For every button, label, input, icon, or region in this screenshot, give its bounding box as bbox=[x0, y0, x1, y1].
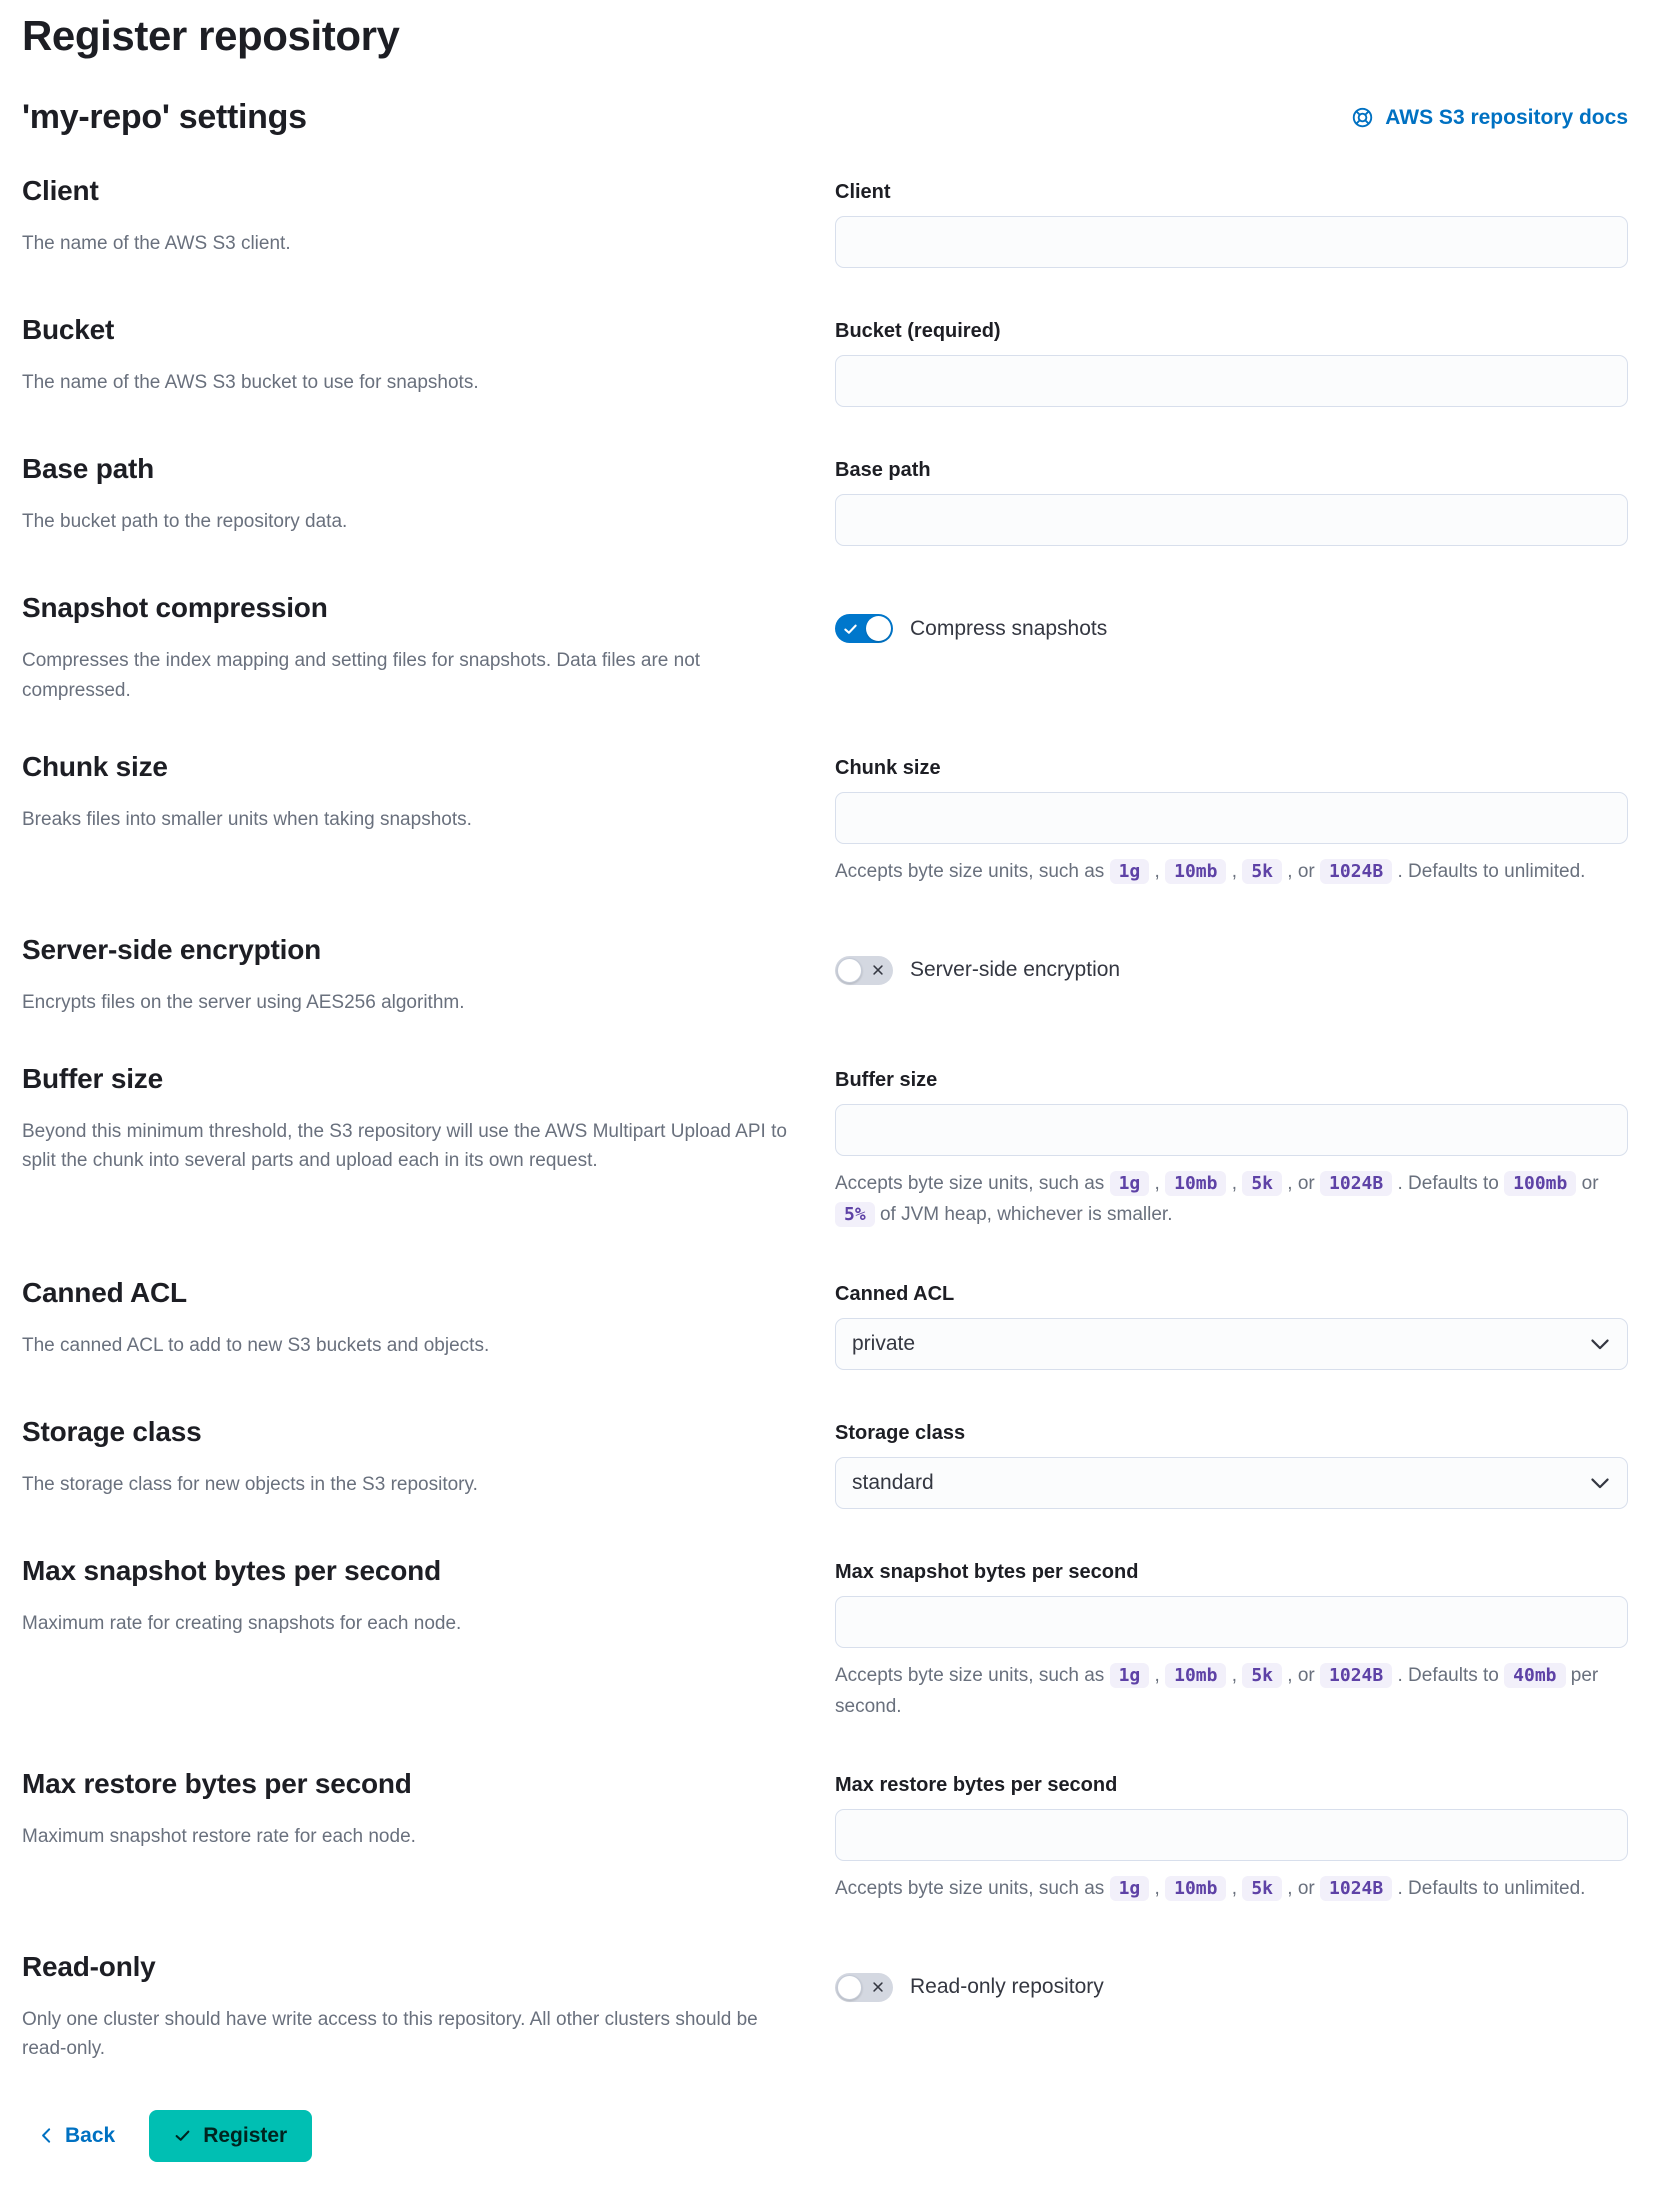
bucket-input[interactable] bbox=[835, 355, 1628, 407]
chevron-down-icon bbox=[1589, 1333, 1611, 1355]
base-path-field-label: Base path bbox=[835, 459, 931, 482]
max-restore-field-label: Max restore bytes per second bbox=[835, 1774, 1118, 1797]
chunk-size-help-text: Accepts byte size units, such as 1g , 10mb , 5k , or 1024B . Defaults to unlimited. bbox=[835, 861, 1586, 883]
max-restore-help-text: Accepts byte size units, such as 1g , 10mb , 5k , or 1024B . Defaults to unlimited. bbox=[835, 1878, 1586, 1900]
form-group-compression bbox=[22, 592, 1628, 705]
form-group-canned-acl bbox=[22, 1277, 1628, 1370]
form-group-storage-class bbox=[22, 1416, 1628, 1509]
read-only-label: Read-only repository bbox=[910, 1975, 1104, 1999]
bucket-field-label: Bucket (required) bbox=[835, 320, 1001, 343]
encryption-section-description: Encrypts files on the server using AES256 algorithm. bbox=[22, 991, 465, 1013]
storage-class-selected-value: standard bbox=[852, 1470, 934, 1494]
form-group-encryption bbox=[22, 934, 1628, 1017]
read-only-section-title: Read-only bbox=[22, 1950, 156, 1982]
code-badge: 1024B bbox=[1320, 1663, 1392, 1688]
client-section-description: The name of the AWS S3 client. bbox=[22, 233, 291, 255]
form-group-chunk-size bbox=[22, 751, 1628, 887]
form-group-max-restore-bytes bbox=[22, 1768, 1628, 1904]
storage-class-select[interactable] bbox=[835, 1457, 1628, 1509]
read-only-section-description: Only one cluster should have write access to this repository. All other clusters should be read-only. bbox=[22, 2008, 758, 2060]
code-badge: 10mb bbox=[1165, 1663, 1226, 1688]
canned-acl-selected-value: private bbox=[852, 1331, 916, 1355]
chunk-size-input[interactable] bbox=[835, 792, 1628, 844]
docs-link-label: AWS S3 repository docs bbox=[1385, 105, 1628, 129]
page-title: Register repository bbox=[22, 12, 400, 59]
max-restore-section-description: Maximum snapshot restore rate for each node. bbox=[22, 1826, 416, 1848]
client-input[interactable] bbox=[835, 216, 1628, 268]
buffer-size-help-text: Accepts byte size units, such as 1g , 10mb , 5k , or 1024B . Defaults to 100mb or 5% of JVM heap, whichever is smaller. bbox=[835, 1172, 1599, 1226]
code-badge: 5k bbox=[1242, 1171, 1282, 1196]
client-section-title: Client bbox=[22, 175, 99, 207]
repo-settings-title: 'my-repo' settings bbox=[22, 98, 307, 137]
check-icon bbox=[174, 2127, 191, 2144]
bucket-section-title: Bucket bbox=[22, 314, 115, 346]
chunk-size-section-title: Chunk size bbox=[22, 751, 168, 783]
buffer-size-input[interactable] bbox=[835, 1104, 1628, 1156]
code-badge: 1g bbox=[1110, 1663, 1150, 1688]
compression-section-title: Snapshot compression bbox=[22, 592, 328, 624]
form-group-client bbox=[22, 175, 1628, 268]
compress-snapshots-toggle[interactable] bbox=[835, 614, 893, 643]
max-snapshot-help-text: Accepts byte size units, such as 1g , 10mb , 5k , or 1024B . Defaults to 40mb per second. bbox=[835, 1664, 1599, 1717]
chevron-down-icon bbox=[1589, 1472, 1611, 1494]
canned-acl-select[interactable] bbox=[835, 1318, 1628, 1370]
form-group-bucket bbox=[22, 314, 1628, 407]
base-path-section-title: Base path bbox=[22, 453, 155, 485]
chevron-left-icon bbox=[38, 2127, 55, 2144]
aws-s3-docs-link[interactable] bbox=[1350, 105, 1628, 130]
read-only-toggle[interactable] bbox=[835, 1973, 893, 2002]
code-badge: 10mb bbox=[1165, 1876, 1226, 1901]
cross-icon bbox=[871, 963, 885, 977]
form-group-buffer-size bbox=[22, 1063, 1628, 1231]
storage-class-section-description: The storage class for new objects in the S3 repository. bbox=[22, 1473, 478, 1495]
storage-class-section-title: Storage class bbox=[22, 1415, 202, 1447]
max-snapshot-section-title: Max snapshot bytes per second bbox=[22, 1554, 441, 1586]
bucket-section-description: The name of the AWS S3 bucket to use for snapshots. bbox=[22, 372, 479, 394]
max-snapshot-input[interactable] bbox=[835, 1596, 1628, 1648]
code-badge: 5k bbox=[1242, 859, 1282, 884]
code-badge: 5k bbox=[1242, 1876, 1282, 1901]
check-icon bbox=[843, 621, 858, 636]
canned-acl-section-title: Canned ACL bbox=[22, 1276, 187, 1308]
code-badge: 1024B bbox=[1320, 859, 1392, 884]
toggle-knob bbox=[837, 958, 862, 983]
max-restore-section-title: Max restore bytes per second bbox=[22, 1768, 412, 1800]
code-badge: 40mb bbox=[1504, 1663, 1565, 1688]
max-snapshot-field-label: Max snapshot bytes per second bbox=[835, 1560, 1139, 1583]
max-snapshot-section-description: Maximum rate for creating snapshots for each node. bbox=[22, 1612, 462, 1634]
toggle-knob bbox=[837, 1975, 862, 2000]
canned-acl-section-description: The canned ACL to add to new S3 buckets and objects. bbox=[22, 1334, 490, 1356]
code-badge: 1g bbox=[1110, 1876, 1150, 1901]
base-path-input[interactable] bbox=[835, 494, 1628, 546]
compress-snapshots-label: Compress snapshots bbox=[910, 616, 1108, 640]
encryption-section-title: Server-side encryption bbox=[22, 933, 322, 965]
form-group-base-path bbox=[22, 453, 1628, 546]
canned-acl-field-label: Canned ACL bbox=[835, 1282, 955, 1305]
client-field-label: Client bbox=[835, 181, 891, 204]
buffer-size-field-label: Buffer size bbox=[835, 1068, 938, 1091]
max-restore-input[interactable] bbox=[835, 1809, 1628, 1861]
register-button[interactable] bbox=[149, 2110, 312, 2162]
server-side-encryption-label: Server-side encryption bbox=[910, 958, 1121, 982]
help-lifering-icon bbox=[1350, 105, 1375, 130]
code-badge: 10mb bbox=[1165, 1171, 1226, 1196]
code-badge: 10mb bbox=[1165, 859, 1226, 884]
register-button-label: Register bbox=[203, 2123, 288, 2147]
toggle-knob bbox=[866, 616, 891, 641]
chunk-size-field-label: Chunk size bbox=[835, 757, 941, 780]
form-group-read-only bbox=[22, 1951, 1628, 2064]
back-button[interactable] bbox=[38, 2124, 115, 2148]
buffer-size-section-title: Buffer size bbox=[22, 1062, 163, 1094]
form-footer bbox=[22, 2110, 1628, 2162]
back-button-label: Back bbox=[65, 2123, 116, 2147]
code-badge: 1g bbox=[1110, 859, 1150, 884]
code-badge: 1024B bbox=[1320, 1171, 1392, 1196]
cross-icon bbox=[871, 1980, 885, 1994]
code-badge: 100mb bbox=[1504, 1171, 1576, 1196]
compression-section-description: Compresses the index mapping and setting files for snapshots. Data files are not compressed. bbox=[22, 650, 701, 701]
code-badge: 1g bbox=[1110, 1171, 1150, 1196]
settings-header bbox=[22, 98, 1628, 137]
code-badge: 5% bbox=[835, 1202, 875, 1227]
server-side-encryption-toggle[interactable] bbox=[835, 956, 893, 985]
base-path-section-description: The bucket path to the repository data. bbox=[22, 511, 348, 533]
form-group-max-snapshot-bytes bbox=[22, 1555, 1628, 1723]
chunk-size-section-description: Breaks files into smaller units when taking snapshots. bbox=[22, 809, 472, 831]
code-badge: 5k bbox=[1242, 1663, 1282, 1688]
code-badge: 1024B bbox=[1320, 1876, 1392, 1901]
storage-class-field-label: Storage class bbox=[835, 1421, 966, 1444]
buffer-size-section-description: Beyond this minimum threshold, the S3 repository will use the AWS Multipart Upload API to split the chunk into several parts and upload each in its own request. bbox=[22, 1120, 787, 1172]
